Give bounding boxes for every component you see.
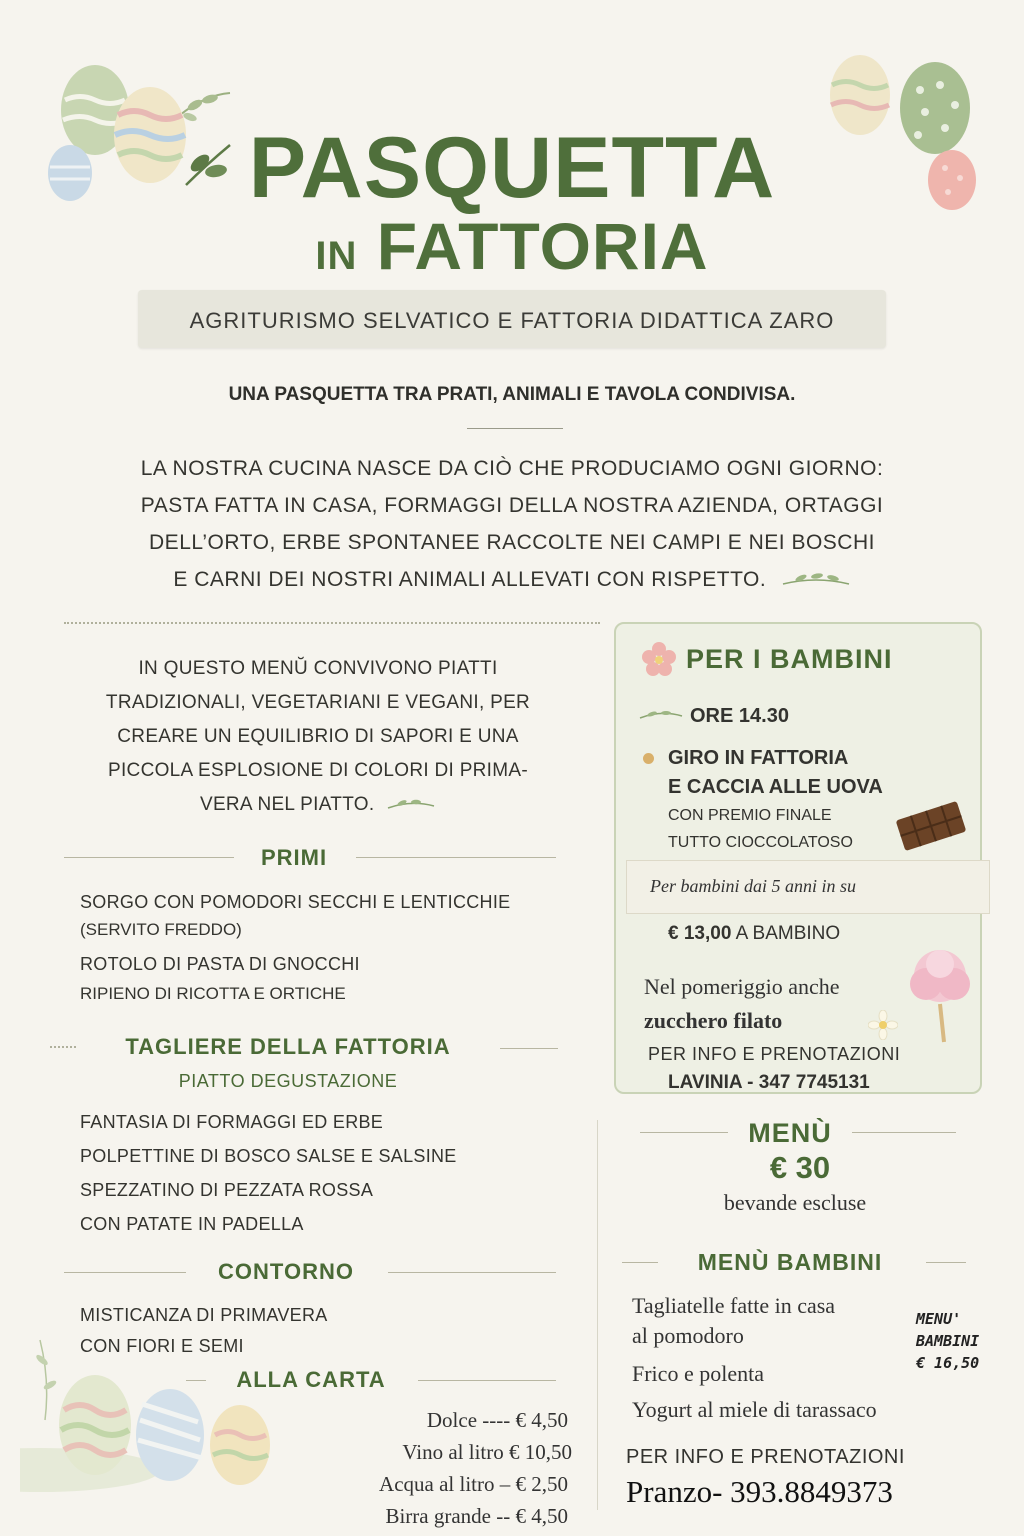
tagline-rest: TRA PRATI, ANIMALI E TAVOLA CONDIVISA. <box>387 384 796 405</box>
menu-intro-paragraph <box>58 652 578 822</box>
contorno-rule-right <box>388 1272 556 1273</box>
contorno-heading: CONTORNO <box>218 1259 354 1284</box>
tagliere-item: POLPETTINE DI BOSCO SALSE E SALSINE <box>80 1146 457 1166</box>
menu-heading: MENÙ <box>748 1118 832 1148</box>
kids-heading: PER I BAMBINI <box>686 644 893 674</box>
divider <box>467 428 563 429</box>
menu-bambini-rule-left <box>622 1262 658 1263</box>
contorno-rule-left <box>64 1272 186 1273</box>
intro-line: DELL’ORTO, ERBE SPONTANEE RACCOLTE NEI CAMPI E NEI BOSCHI <box>149 531 875 554</box>
kids-age-note: Per bambini dai 5 anni in su <box>650 876 856 896</box>
kids-info-label: PER INFO E PRENOTAZIONI <box>648 1044 901 1064</box>
title-fattoria-word: FATTORIA <box>376 209 709 283</box>
menu-intro-line: CREARE UN EQUILIBRIO DI SAPORI E UNA <box>117 726 519 747</box>
menu-bambini-item: Frico e polenta <box>632 1361 764 1386</box>
alla-carta-item: Dolce ---- € 4,50 <box>426 1408 568 1432</box>
alla-carta-rule-right <box>418 1380 556 1381</box>
menu-intro-line: IN QUESTO MENŬ CONVIVONO PIATTI <box>138 658 498 679</box>
tagliere-heading: TAGLIERE DELLA FATTORIA <box>125 1034 451 1059</box>
cotton-candy-icon <box>900 944 980 1044</box>
column-divider <box>597 1120 598 1510</box>
tagliere-subheading: PIATTO DEGUSTAZIONE <box>178 1071 398 1091</box>
subtitle: AGRITURISMO SELVATICO E FATTORIA DIDATTICA ZARO <box>189 308 835 333</box>
menu-intro-line: TRADIZIONALI, VEGETARIANI E VEGANI, PER <box>105 692 531 713</box>
menu-bambini-item: Tagliatelle fatte in casa <box>632 1293 836 1318</box>
title-in-word: IN <box>315 234 358 278</box>
primi-item-note: (SERVITO FREDDO) <box>80 920 242 939</box>
handwritten-note <box>916 1308 979 1374</box>
tagline-bold: UNA PASQUETTA <box>228 384 388 405</box>
yellow-egg-icon <box>210 1405 270 1485</box>
kids-price-unit: A BAMBINO <box>735 923 841 944</box>
contorno-item: CON FIORI E SEMI <box>80 1336 244 1356</box>
menu-bambini-rule-right <box>926 1262 966 1263</box>
alla-carta-item: Vino al litro € 10,50 <box>402 1440 572 1464</box>
primi-item: ROTOLO DI PASTA DI GNOCCHI <box>80 954 360 974</box>
intro-line: LA NOSTRA CUCINA NASCE DA CIÒ CHE PRODUCIAMO OGNI GIORNO: <box>140 457 884 480</box>
intro-line: E CARNI DEI NOSTRI ANIMALI ALLEVATI CON RISPETTO. <box>40 561 984 598</box>
alla-carta-item: Birra grande -- € 4,50 <box>385 1504 568 1528</box>
primi-item: RIPIENO DI RICOTTA E ORTICHE <box>80 984 346 1003</box>
kids-activity-line: GIRO IN FATTORIA <box>668 747 849 769</box>
primi-rule-right <box>356 857 556 858</box>
dotted-divider <box>64 622 600 624</box>
menu-price: € 30 <box>769 1150 831 1185</box>
leaf-sprig-icon <box>781 570 851 590</box>
handwritten-line: MENU' <box>916 1310 962 1328</box>
kids-info-contact: LAVINIA - 347 7745131 <box>668 1072 870 1093</box>
intro-line: PASTA FATTA IN CASA, FORMAGGI DELLA NOSTRA AZIENDA, ORTAGGI <box>140 494 884 517</box>
menu-rule-right <box>852 1132 956 1133</box>
footer-phone: Pranzo- 393.8849373 <box>626 1474 893 1509</box>
alla-carta-heading: ALLA CARTA <box>236 1367 386 1392</box>
kids-prize-line: CON PREMIO FINALE <box>668 807 832 824</box>
tagliere-item: SPEZZATINO DI PEZZATA ROSSA <box>80 1180 374 1200</box>
contorno-item: MISTICANZA DI PRIMAVERA <box>80 1305 328 1325</box>
menu-bambini-heading: MENÙ BAMBINI <box>697 1249 883 1275</box>
kids-prize-line: TUTTO CIOCCOLATOSO <box>668 834 853 851</box>
primi-rule-left <box>64 857 234 858</box>
tagliere-item: CON PATATE IN PADELLA <box>80 1214 304 1234</box>
menu-bambini-item: al pomodoro <box>632 1323 744 1348</box>
intro-paragraph <box>40 450 984 598</box>
chocolate-bar-icon <box>893 800 969 852</box>
bullet-dot-icon <box>643 753 654 764</box>
daisy-icon <box>868 1010 898 1040</box>
flower-icon <box>640 640 678 678</box>
page-title: PASQUETTA <box>248 120 776 216</box>
alla-carta-item: Acqua al litro – € 2,50 <box>379 1472 568 1496</box>
page-title-line2 <box>0 209 1024 283</box>
tagliere-rule <box>500 1048 558 1049</box>
kids-time: ORE 14.30 <box>690 705 789 727</box>
kids-afternoon-line: zucchero filato <box>644 1008 783 1033</box>
primi-item: SORGO CON POMODORI SECCHI E LENTICCHIE <box>80 892 511 912</box>
tagliere-dots <box>50 1046 76 1048</box>
kids-afternoon-line: Nel pomeriggio anche <box>644 974 840 999</box>
menu-intro-line: PICCOLA ESPLOSIONE DI COLORI DI PRIMA- <box>108 760 528 781</box>
leaf-sprig-icon <box>180 93 230 123</box>
easter-eggs-bottom-left-decoration <box>20 1300 290 1520</box>
tagline <box>0 384 1024 406</box>
leaf-sprig-icon <box>638 708 684 724</box>
menu-bambini-item: Yogurt al miele di tarassaco <box>632 1397 877 1422</box>
kids-activity-line: E CACCIA ALLE UOVA <box>668 776 883 798</box>
menu-price-note: bevande escluse <box>723 1190 867 1215</box>
kids-price-value: € 13,00 <box>668 923 732 944</box>
handwritten-line: € 16,50 <box>916 1354 980 1372</box>
kids-price <box>668 923 840 945</box>
footer-info-label: PER INFO E PRENOTAZIONI <box>626 1446 905 1468</box>
tagliere-item: FANTASIA DI FORMAGGI ED ERBE <box>80 1112 384 1132</box>
pastel-egg-icon <box>830 55 890 135</box>
leaf-sprig-icon <box>386 796 436 814</box>
menu-rule-left <box>640 1132 728 1133</box>
menu-intro-line: VERA NEL PIATTO. <box>58 788 578 822</box>
handwritten-line: BAMBINI <box>916 1332 980 1350</box>
primi-heading: PRIMI <box>260 845 328 870</box>
